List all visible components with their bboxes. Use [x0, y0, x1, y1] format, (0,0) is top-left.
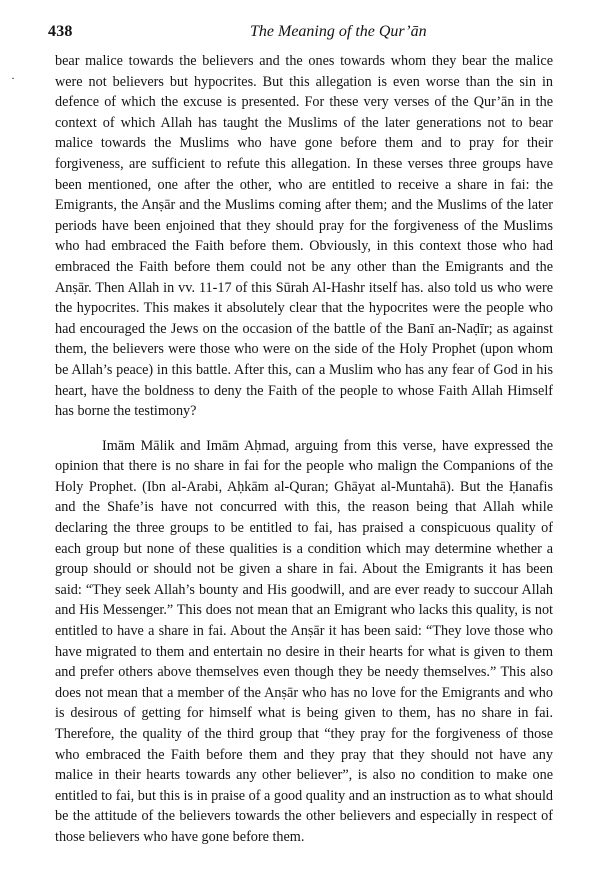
paragraph-2: Imām Mālik and Imām Aḥmad, arguing from this verse, have expressed the opinion that there is no share in fai for the people who malign the Companions of the Holy Prophet. (Ibn al-Arabi, Aḥkām al-Quran; Ghāyat al-Muntahā). But the Ḥanafis and the Shafe’is have not concurred with this, the reason being that Allah while declaring the three groups to be entitled to fai, has praised a conspicuous quality of each group but none of these qualities is a condition which may determine whether a group should or should not be given a share in fai. About the Emigrants it has been said: “They seek Allah’s bounty and His goodwill, and are ever ready to succour Allah and His Messenger.” This does not mean that an Emigrant who lacks this quality, is not entitled to have a share in fai. About the Anṣār it has been said: “They love those who have migrated to them and entertain no desire in their hearts for what is given to them and prefer others above themselves even though they be needy themselves.” This also does not mean that a member of the Anṣār who has no love for the Emigrants and who is desirous of getting for himself what is being given to them, has no share in fai. Therefore, the quality of the third group that “they pray for the forgiveness of those who embraced the Faith before them and they pray that they should not have any malice in their hearts towards any other believer”, is also no condition to make one entitled to fai, but this is in praise of a good quality and an instruction as to what should be the attitude of the believers towards the other believers and especially in respect of those believers who have gone before them.	[55, 437, 553, 845]
running-title: The Meaning of the Qur’ān	[250, 23, 427, 40]
page-number: 438	[48, 23, 73, 40]
margin-dot: ·	[11, 71, 15, 85]
paragraph-1: bear malice towards the believers and the ones towards whom they bear the malice were not believers but hypocrites. But this allegation is even worse than the sin in defence of which the excuse is presented. For these very verses of the Qur’ān in the context of which Allah has taught the Muslims of the later generations not to bear malice towards the Muslims who have gone before them and to pray for their forgiveness, are sufficient to refute this allegation. In these verses three groups have been mentioned, one after the other, who are entitled to receive a share in fai: the Emigrants, the Anṣār and the Muslims coming after them; and the Muslims of the later periods have been enjoined that they should pray for the forgiveness of the Muslims who had embraced the Faith before them. Obviously, in this context those who had embraced the Faith before them could not be any other than the Emigrants and the Anṣār. Then Allah in vv. 11-17 of this Sūrah Al-Hashr itself has. also told us who were the hypocrites. This makes it absolutely clear that the hypocrites were the people who had encouraged the Jews on the occasion of the battle of the Banī an-Naḍīr; as against them, the believers were those who were on the side of the Holy Prophet (upon whom be Allah’s peace) in this battle. After this, can a Muslim who has any fear of God in his heart, have the boldness to deny the Faith of the people to whose Faith Allah Himself has borne the testimony?	[55, 53, 553, 420]
body-text	[55, 51, 553, 848]
